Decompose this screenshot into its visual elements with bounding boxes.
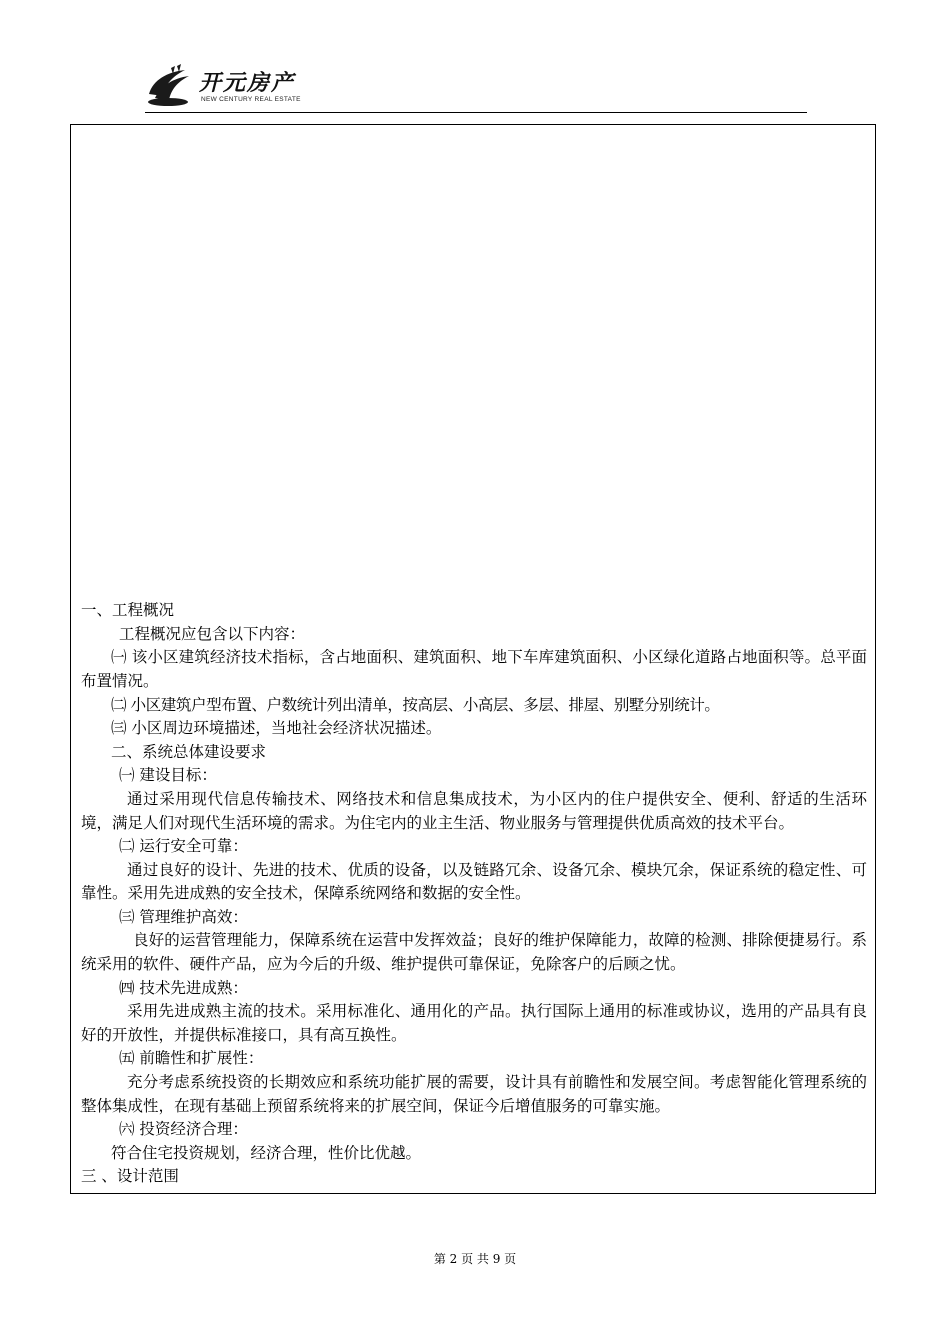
goal-6-body: 符合住宅投资规划，经济合理，性价比优越。: [111, 1143, 422, 1162]
header-divider: [145, 112, 807, 113]
goal-4-body: 采用先进成熟主流的技术。采用标准化、通用化的产品。执行国际上通用的标准或协议，选用的产品具有良好的开放性，并提供标准接口，具有高互换性。: [81, 1002, 867, 1044]
content-frame: [70, 124, 876, 1194]
goal-3-body: 良好的运营管理能力，保障系统在运营中发挥效益；良好的维护保障能力，故障的检测、排除便捷易行。系统采用的软件、硬件产品，应为今后的升级、维护提供可靠保证，免除客户的后顾之忧。: [81, 931, 867, 974]
section-1-title: 一、工程概况: [81, 601, 175, 620]
goal-2-body: 通过良好的设计、先进的技术、优质的设备，以及链路冗余、设备冗余、模块冗余，保证系统的稳定性、可靠性。采用先进成熟的安全技术，保障系统网络和数据的安全性。: [81, 860, 867, 903]
company-name-cn: 开元房产: [199, 70, 296, 96]
section-3-title: 三 、设计范围: [81, 1167, 179, 1186]
goal-4-heading: ㈣ 技术先进成熟：: [119, 978, 248, 997]
goal-1-body: 通过采用现代信息传输技术、网络技术和信息集成技术，为小区内的住户提供安全、便利、舒适的生活环境，满足人们对现代生活环境的需求。为住宅内的业主生活、物业服务与管理提供优质高效的技术平台。: [81, 789, 867, 832]
company-logo-icon: [145, 64, 191, 108]
page-number: 第 2 页 共 9 页: [433, 1252, 517, 1266]
goal-5-heading: ㈤ 前瞻性和扩展性：: [119, 1049, 264, 1068]
goal-5-body: 充分考虑系统投资的长期效应和系统功能扩展的需要，设计具有前瞻性和发展空间。考虑智能化管理系统的整体集成性，在现有基础上预留系统将来的扩展空间，保证今后增值服务的可靠实施。: [81, 1073, 867, 1115]
goal-1-heading: ㈠ 建设目标：: [119, 766, 217, 785]
goal-6-heading: ㈥ 投资经济合理：: [119, 1120, 248, 1139]
company-name-en: NEW CENTURY REAL ESTATE: [201, 96, 301, 103]
section-1-item-2: ㈡ 小区建筑户型布置、户数统计列出清单，按高层、小高层、多层、排屋、别墅分别统计。: [111, 695, 720, 714]
goal-3-heading: ㈢ 管理维护高效：: [119, 907, 248, 926]
section-1-item-3: ㈢ 小区周边环境描述，当地社会经济状况描述。: [111, 719, 442, 738]
section-1-item-1: ㈠ 该小区建筑经济技术指标，含占地面积、建筑面积、地下车库建筑面积、小区绿化道路占地面积等。总平面布置情况。: [81, 648, 867, 690]
section-2-title: 二、系统总体建设要求: [111, 742, 267, 761]
page-header: [145, 62, 807, 116]
document-body: [81, 599, 867, 1189]
section-1-intro: 工程概况应包含以下内容：: [119, 624, 306, 643]
goal-2-heading: ㈡ 运行安全可靠：: [119, 837, 248, 856]
